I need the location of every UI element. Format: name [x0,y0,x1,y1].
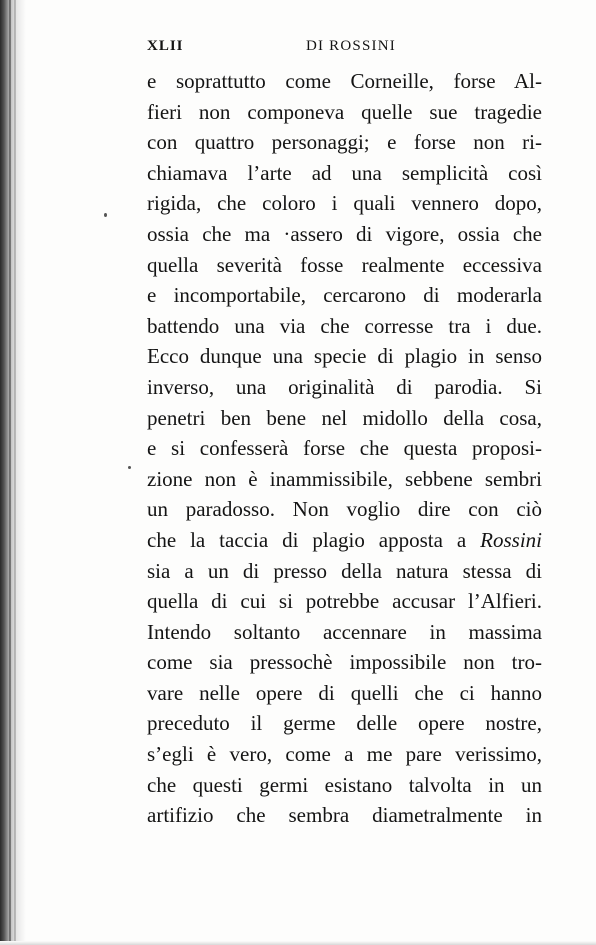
running-title: DI ROSSINI [306,38,396,54]
text-line: un paradosso. Non voglio dire con ciò [147,497,542,522]
text-line: e incomportabile, cercarono di moderarla [147,283,542,308]
text-line: preceduto il germe delle opere nostre, [147,711,542,736]
text-line: che questi germi esistano talvolta in un [147,772,542,797]
text-line: ossia che ma ·assero di vigore, ossia che [147,221,542,246]
running-head [147,38,542,60]
text-line: s’egli è vero, come a me pare verissimo, [147,742,542,767]
text-line: vare nelle opere di quelli che ci hanno [147,680,542,705]
paper-speck [104,213,107,217]
page-bottom-edge [0,941,596,945]
page-binding-shadow [0,0,26,945]
text-line: con quattro personaggi; e forse non ri- [147,130,542,155]
text-line: Ecco dunque una specie di plagio in senso [147,344,542,369]
binding-edge-line-faint [14,0,16,945]
text-line-with-italic [147,525,542,556]
line-text-before: che la taccia di plagio apposta a [147,527,481,552]
text-line: sia a un di presso della natura stessa di [147,558,542,583]
text-line: e soprattutto come Corneille, forse Al- [147,69,542,93]
text-line: battendo una via che corresse tra i due. [147,313,542,338]
body-text [147,66,542,831]
text-line: penetri ben bene nel midollo della cosa, [147,405,542,430]
text-line: fieri non componeva quelle sue tragedie [147,99,542,124]
text-line: Intendo soltanto accennare in massima [147,619,542,644]
text-line: come sia pressochè impossibile non tro- [147,650,542,675]
paper-speck [128,466,131,469]
text-line: inverso, una originalità di parodia. Si [147,374,542,399]
text-line: rigida, che coloro i quali vennero dopo, [147,191,542,216]
text-line: quella severità fosse realmente eccessiva [147,252,542,277]
text-line: quella di cui si potrebbe accusar l’Alfieri. [147,589,542,614]
binding-edge-line [9,0,11,945]
text-line: chiamava l’arte ad una semplicità così [147,160,542,185]
italic-name: Rossini [480,527,542,552]
text-line: e si confesserà forse che questa proposi- [147,436,542,461]
text-line: artifizio che sembra diametralmente in [147,803,542,828]
text-line: zione non è inammissibile, sebbene sembri [147,466,542,491]
page-number: XLII [147,38,184,54]
